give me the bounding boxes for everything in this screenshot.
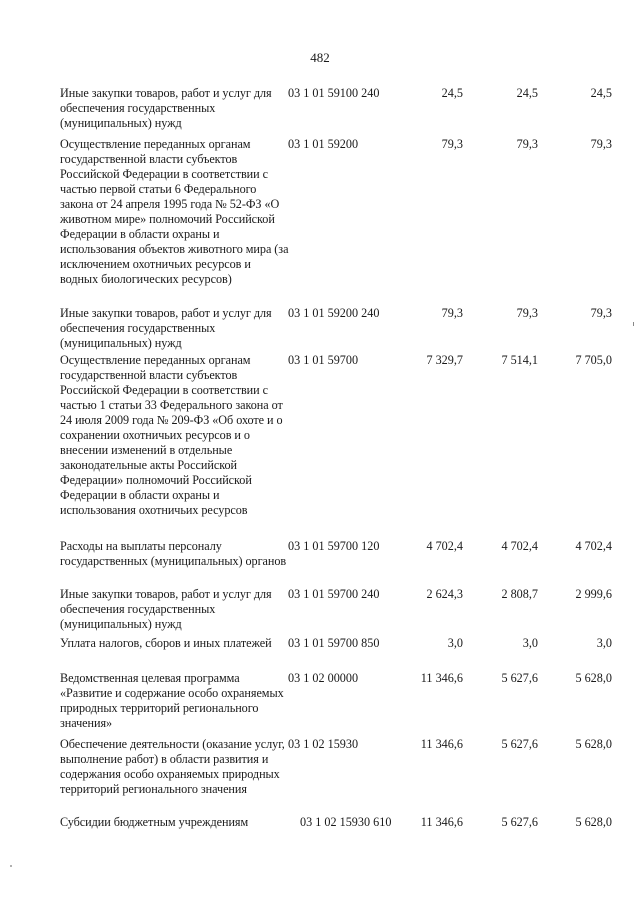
- row-value-2: 79,3: [516, 306, 538, 320]
- table-row: [0, 636, 640, 650]
- row-code: 03 1 02 00000: [288, 671, 359, 685]
- row-value-3: 3,0: [596, 636, 612, 650]
- table-row: [0, 539, 640, 568]
- row-value-1: 11 346,6: [420, 671, 463, 685]
- row-value-3: 79,3: [590, 137, 612, 151]
- row-value-3: 5 628,0: [575, 737, 612, 751]
- row-value-3: 5 628,0: [575, 815, 612, 829]
- row-code: 03 1 01 59700 850: [288, 636, 380, 650]
- row-code: 03 1 01 59700 120: [288, 539, 380, 553]
- row-name: Расходы на выплаты персоналу государственных (муниципальных) органов: [60, 539, 287, 568]
- row-name: Иные закупки товаров, работ и услуг для обеспечения государственных (муниципальных) нужд: [60, 587, 272, 631]
- table-row: [0, 737, 640, 796]
- table-row: [0, 137, 640, 286]
- page-number: 482: [310, 50, 330, 65]
- table-row: [0, 353, 640, 517]
- row-value-2: 4 702,4: [501, 539, 538, 553]
- row-value-3: 5 628,0: [575, 671, 612, 685]
- row-name: Иные закупки товаров, работ и услуг для обеспечения государственных (муниципальных) нужд: [60, 306, 272, 350]
- row-value-3: 79,3: [590, 306, 612, 320]
- row-name: Иные закупки товаров, работ и услуг для обеспечения государственных (муниципальных) нужд: [60, 86, 272, 130]
- row-code: 03 1 01 59200: [288, 137, 359, 151]
- row-value-2: 79,3: [516, 137, 538, 151]
- row-value-1: 4 702,4: [426, 539, 463, 553]
- row-value-2: 3,0: [522, 636, 538, 650]
- row-value-2: 24,5: [516, 86, 538, 100]
- row-value-2: 7 514,1: [501, 353, 538, 367]
- row-value-1: 79,3: [441, 306, 463, 320]
- row-name: Осуществление переданных органам государственной власти субъектов Российской Федерации в соответствии с частью первой статьи 6 Федерального закона от 24 апреля 1995 года № 52-ФЗ «О животном мире» полномочий Российской Федерации в области охраны и использования объектов животного мира (за исключением охотничьих ресурсов и водных биологических ресурсов): [60, 137, 289, 286]
- row-value-1: 11 346,6: [420, 737, 463, 751]
- table-row: [0, 86, 640, 130]
- row-name: Осуществление переданных органам государственной власти субъектов Российской Федерации в соответствии с частью 1 статьи 33 Федерального закона от 24 июля 2009 года № 209-ФЗ «Об охоте и о сохранении охотничьих ресурсов и о внесении изменений в отдельные законодательные акты Российской Федерации» полномочий Российской Федерации в области охраны и использования охотничьих ресурсов: [60, 353, 283, 517]
- row-code: 03 1 01 59200 240: [288, 306, 380, 320]
- row-value-2: 5 627,6: [501, 671, 538, 685]
- row-code: 03 1 01 59100 240: [288, 86, 380, 100]
- row-value-2: 2 808,7: [501, 587, 538, 601]
- table-row: [0, 306, 640, 350]
- row-value-3: 2 999,6: [575, 587, 612, 601]
- row-value-1: 2 624,3: [426, 587, 463, 601]
- row-value-3: 24,5: [590, 86, 612, 100]
- row-code: 03 1 02 15930 610: [300, 815, 392, 829]
- row-value-3: 4 702,4: [575, 539, 612, 553]
- row-name: Обеспечение деятельности (оказание услуг, выполнение работ) в области развития и содержания особо охраняемых природных территорий регионального значения: [60, 737, 285, 796]
- row-code: 03 1 01 59700 240: [288, 587, 380, 601]
- row-value-1: 3,0: [447, 636, 463, 650]
- row-code: 03 1 01 59700: [288, 353, 359, 367]
- row-name: Уплата налогов, сборов и иных платежей: [60, 636, 272, 650]
- row-value-1: 7 329,7: [426, 353, 463, 367]
- table-row: [0, 671, 640, 730]
- table-row: [0, 815, 640, 829]
- row-value-1: 11 346,6: [420, 815, 463, 829]
- row-name: Ведомственная целевая программа «Развитие и содержание особо охраняемых природных территорий регионального значения»: [60, 671, 284, 730]
- scan-dot: [10, 865, 12, 867]
- row-value-2: 5 627,6: [501, 815, 538, 829]
- row-value-3: 7 705,0: [575, 353, 612, 367]
- row-value-1: 79,3: [441, 137, 463, 151]
- scan-mark: [633, 322, 634, 326]
- row-code: 03 1 02 15930: [288, 737, 359, 751]
- row-value-1: 24,5: [441, 86, 463, 100]
- row-value-2: 5 627,6: [501, 737, 538, 751]
- table-row: [0, 587, 640, 631]
- row-name: Субсидии бюджетным учреждениям: [60, 815, 249, 829]
